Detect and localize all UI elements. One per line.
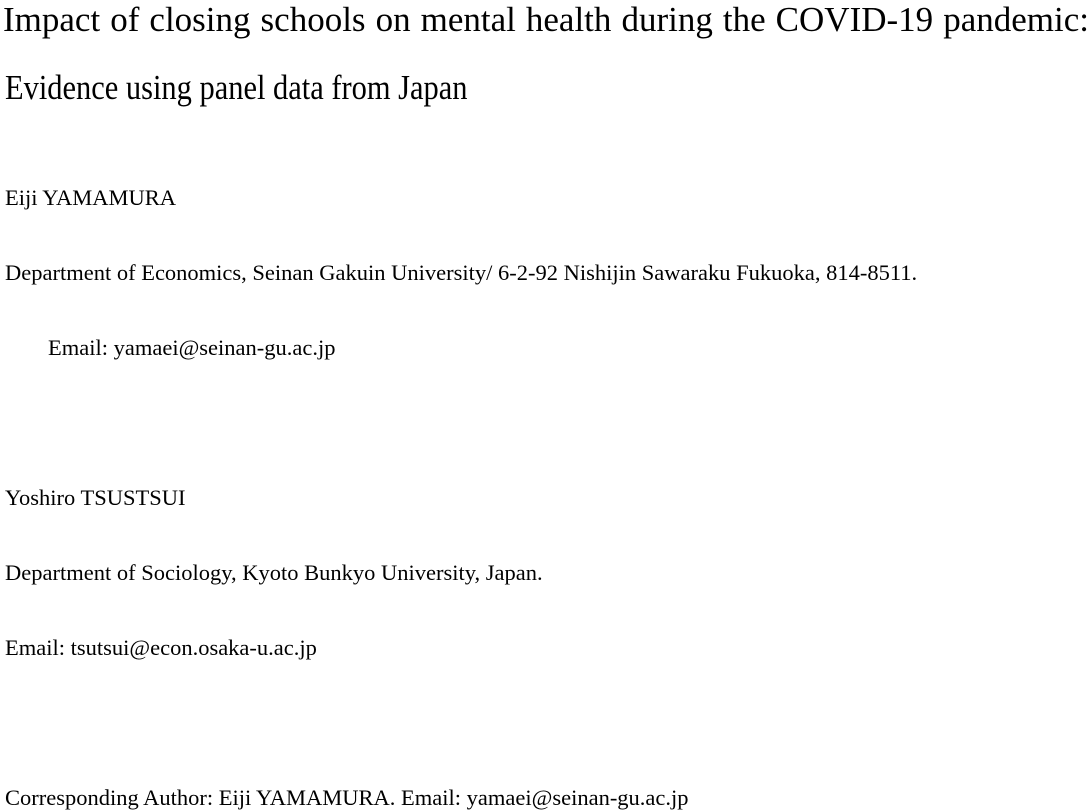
title-word: the xyxy=(722,0,766,39)
title-word: Impact xyxy=(3,0,101,39)
title-word: pandemic: xyxy=(943,0,1089,39)
title-word: on xyxy=(375,0,411,39)
author-email: Email: yamaei@seinan-gu.ac.jp xyxy=(48,335,336,360)
author-affiliation: Department of Sociology, Kyoto Bunkyo University, Japan. xyxy=(5,560,543,585)
title-word: during xyxy=(621,0,713,39)
title-word: of xyxy=(110,0,140,39)
title-word: mental xyxy=(420,0,516,39)
author-affiliation: Department of Economics, Seinan Gakuin University/ 6-2-92 Nishijin Sawaraku Fukuoka, 814-8511. xyxy=(5,260,918,285)
title-word: COVID-19 xyxy=(775,0,934,39)
author-email: Email: tsutsui@econ.osaka-u.ac.jp xyxy=(5,635,317,660)
author-name: Yoshiro TSUSTSUI xyxy=(5,485,186,510)
paper-title-line-2: Evidence using panel data from Japan xyxy=(5,68,468,107)
title-word: closing xyxy=(149,0,251,39)
corresponding-author: Corresponding Author: Eiji YAMAMURA. Email: yamaei@seinan-gu.ac.jp xyxy=(5,785,689,810)
author-name: Eiji YAMAMURA xyxy=(5,185,177,210)
title-word: schools xyxy=(260,0,366,39)
paper-title-line-1 xyxy=(3,2,1089,37)
title-word: health xyxy=(525,0,612,39)
